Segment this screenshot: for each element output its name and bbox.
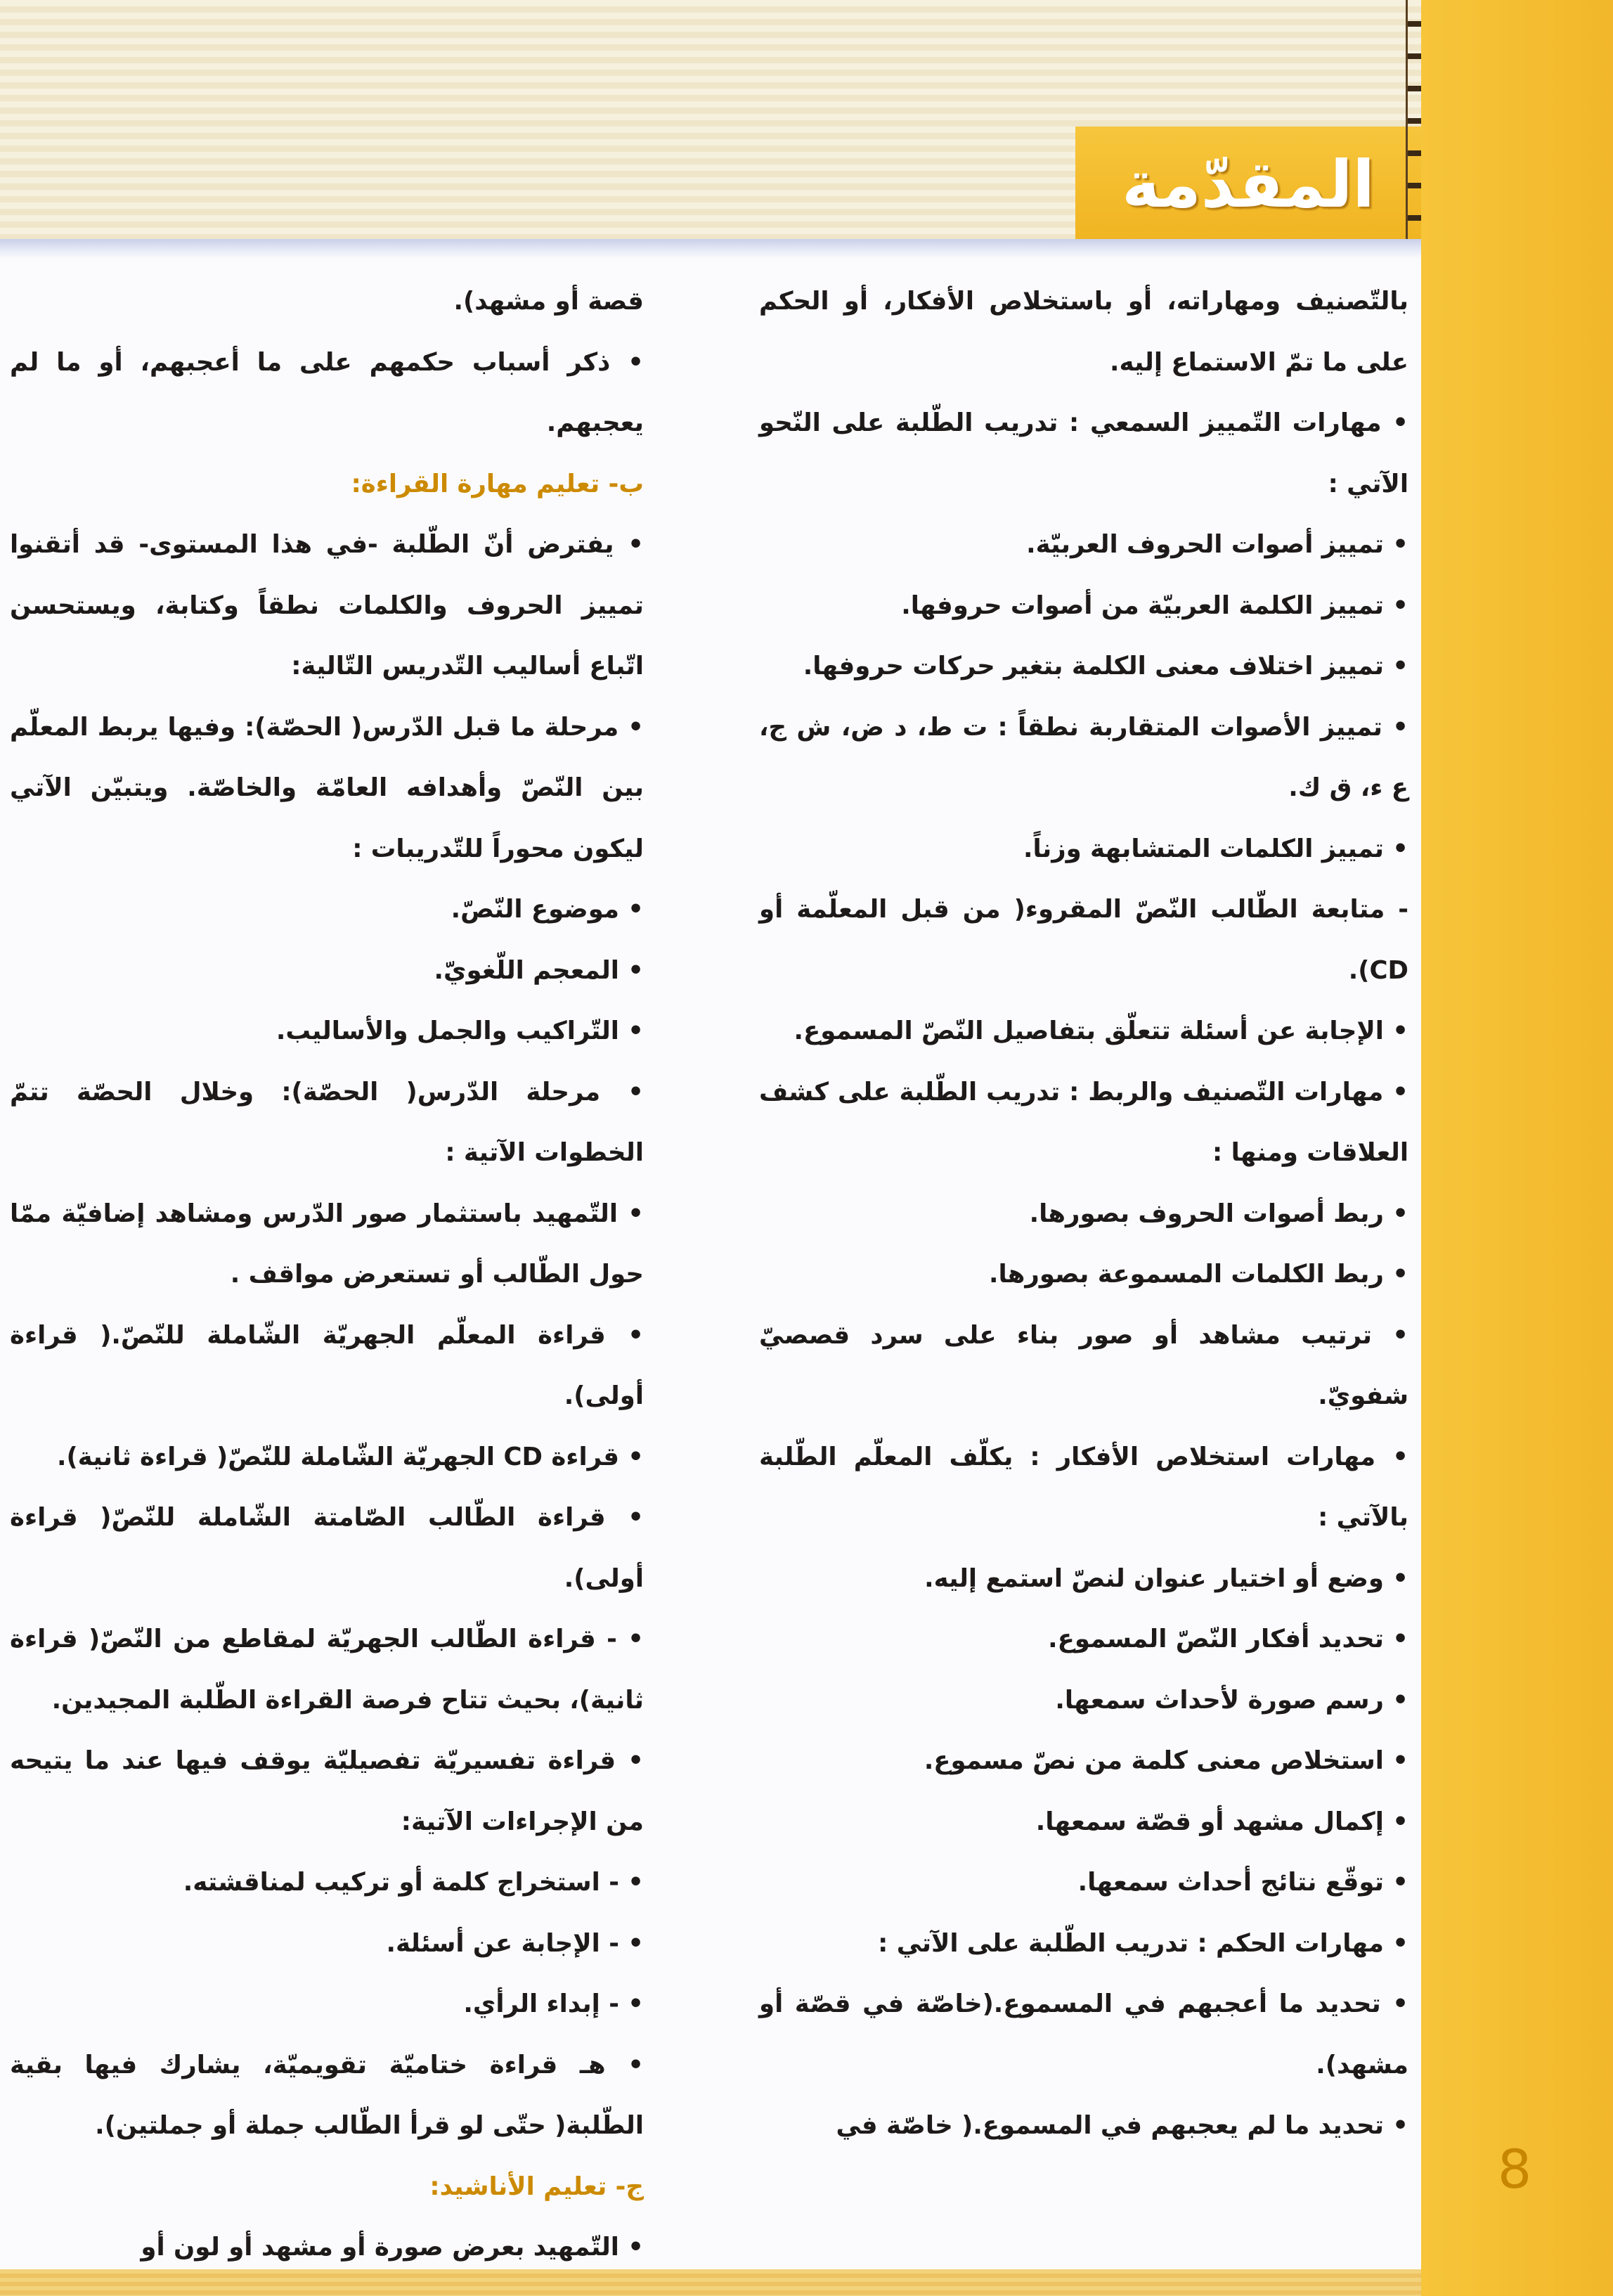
paragraph: • هـ قراءة ختاميّة تقويميّة، يشارك فيها بقية الطّلبة( حتّى لو قرأ الطّالب جملة أو جملتين). <box>10 2050 644 2140</box>
paragraph: • إكمال مشهد أو قصّة سمعها. <box>1035 1807 1408 1836</box>
paragraph: • ربط أصوات الحروف بصورها. <box>1029 1199 1408 1228</box>
section-heading-anthems: ج- تعليم الأناشيد: <box>429 2172 644 2201</box>
paragraph: • مهارات التّمييز السمعي : تدريب الطّلبة على النّحو الآتي : <box>759 408 1408 498</box>
paragraph: • التّمهيد باستثمار صور الدّرس ومشاهد إضافيّة ممّا حول الطّالب أو تستعرض مواقف . <box>10 1199 644 1289</box>
paragraph: • مرحلة ما قبل الدّرس( الحصّة): وفيها يربط المعلّم بين النّصّ وأهدافه العامّة والخاصّة. ويتبيّن الآتي ليكون محوراً للتّدريبات : <box>10 712 644 863</box>
bottom-bar <box>0 2269 1421 2296</box>
paragraph: • مرحلة الدّرس( الحصّة): وخلال الحصّة تتمّ الخطوات الآتية : <box>10 1077 644 1167</box>
paragraph: • تحديد أفكار النّصّ المسموع. <box>1048 1625 1408 1653</box>
paragraph: • المعجم اللّغويّ. <box>434 955 644 985</box>
page-number: 8 <box>1497 2137 1532 2200</box>
paragraph: • قراءة تفسيريّة تفصيليّة يوقف فيها عند ما يتيحه من الإجراءات الآتية: <box>10 1746 644 1836</box>
paragraph: • استخلاص معنى كلمة من نصّ مسموع. <box>924 1746 1408 1775</box>
paragraph: • وضع أو اختيار عنوان لنصّ استمع إليه. <box>924 1563 1408 1593</box>
paragraph: • - قراءة الطّالب الجهريّة لمقاطع من النّصّ( قراءة ثانية)، بحيث تتاح فرصة القراءة الطّلبة المجيدين. <box>10 1625 644 1715</box>
paragraph: بالتّصنيف ومهاراته، أو باستخلاص الأفكار، أو الحكم على ما تمّ الاستماع إليه. <box>759 287 1408 377</box>
page-title: المقدّمة <box>1122 147 1375 222</box>
paragraph: • رسم صورة لأحداث سمعها. <box>1055 1685 1408 1715</box>
paragraph: • التّراكيب والجمل والأساليب. <box>276 1017 644 1045</box>
paragraph: • - الإجابة عن أسئلة. <box>386 1928 644 1958</box>
paragraph: • قراءة المعلّم الجهريّة الشّاملة للنّصّ.( قراءة أولى). <box>10 1320 644 1410</box>
text-column-right <box>759 271 1408 2157</box>
paragraph: • تمييز أصوات الحروف العربيّة. <box>1026 530 1408 559</box>
paragraph: • - استخراج كلمة أو تركيب لمناقشته. <box>183 1868 644 1897</box>
paragraph: • تحديد ما أعجبهم في المسموع.(خاصّة في قصّة أو مشهد). <box>759 1989 1408 2079</box>
paragraph: • يفترض أنّ الطّلبة -في هذا المستوى- قد أتقنوا تمييز الحروف والكلمات نطقاً وكتابة، ويستحسن اتّباع أساليب التّدريس التّالية: <box>10 530 644 681</box>
paragraph: • ربط الكلمات المسموعة بصورها. <box>988 1260 1408 1289</box>
paragraph: - متابعة الطّالب النّصّ المقروء( من قبل المعلّمة أو CD). <box>759 895 1408 985</box>
paragraph: • التّمهيد بعرض صورة أو مشهد أو لون أو <box>141 2233 644 2262</box>
paragraph: • توقّع نتائج أحداث سمعها. <box>1077 1868 1408 1897</box>
paragraph: • مهارات الحكم : تدريب الطّلبة على الآتي : <box>878 1928 1408 1958</box>
paragraph: • قراءة الطّالب الصّامتة الشّاملة للنّصّ( قراءة أولى). <box>10 1503 644 1593</box>
paragraph: • موضوع النّصّ. <box>451 895 644 924</box>
paragraph: • مهارات التّصنيف والربط : تدريب الطّلبة على كشف العلاقات ومنها : <box>759 1077 1408 1167</box>
paragraph: • تمييز اختلاف معنى الكلمة بتغير حركات حروفها. <box>803 652 1408 681</box>
paragraph: قصة أو مشهد). <box>453 287 644 316</box>
paragraph: • ذكر أسباب حكمهم على ما أعجبهم، أو ما لم يعجبهم. <box>10 347 644 437</box>
paragraph: • تحديد ما لم يعجبهم في المسموع.( خاصّة في <box>836 2111 1408 2140</box>
text-column-left <box>10 271 644 2278</box>
paragraph: • قراءة CD الجهريّة الشّاملة للنّصّ( قراءة ثانية). <box>56 1442 644 1471</box>
paragraph: • تمييز الأصوات المتقاربة نطقاً : ت ط، د ض، ش ج، ع ء، ق ك. <box>759 712 1408 802</box>
header-shadow <box>0 239 1421 259</box>
paragraph: • مهارات استخلاص الأفكار : يكلّف المعلّم الطّلبة بالآتي : <box>759 1442 1408 1532</box>
side-strip <box>1421 0 1613 2296</box>
paragraph: • - إبداء الرأي. <box>463 1989 644 2018</box>
section-heading-reading: ب- تعليم مهارة القراءة: <box>351 469 644 498</box>
paragraph: • تمييز الكلمات المتشابهة وزناً. <box>1023 834 1408 863</box>
paragraph: • الإجابة عن أسئلة تتعلّق بتفاصيل النّصّ المسموع. <box>793 1017 1408 1045</box>
paragraph: • تمييز الكلمة العربيّة من أصوات حروفها. <box>901 591 1408 620</box>
paragraph: • ترتيب مشاهد أو صور بناء على سرد قصصيّ شفويّ. <box>759 1320 1408 1410</box>
